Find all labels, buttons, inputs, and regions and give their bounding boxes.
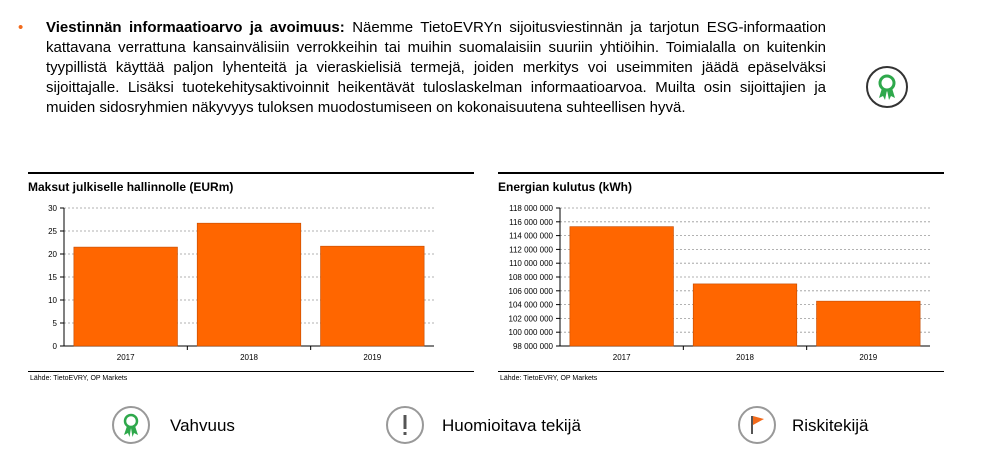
- chart-source: Lähde: TietoEVRY, OP Markets: [500, 375, 598, 382]
- x-tick-label: 2017: [116, 353, 135, 362]
- y-tick-label: 116 000 000: [509, 217, 553, 227]
- y-tick-label: 108 000 000: [508, 273, 553, 282]
- legend-label: Huomioitava tekijä: [442, 416, 581, 435]
- bar: [197, 223, 301, 346]
- y-tick-label: 30: [48, 204, 57, 213]
- flag-icon: [738, 406, 776, 444]
- x-tick-label: 2018: [240, 353, 258, 362]
- y-tick-label: 98 000 000: [512, 342, 553, 351]
- y-tick-label: 110 000 000: [509, 259, 553, 269]
- bar: [693, 284, 797, 346]
- y-tick-label: 10: [48, 296, 57, 305]
- chart-top-rule: [498, 172, 944, 174]
- y-tick-label: 100 000 000: [508, 328, 553, 338]
- exclamation-icon: [386, 406, 424, 444]
- chart-title: Energian kulutus (kWh): [498, 180, 633, 194]
- y-tick-label: 112 000 000: [509, 245, 553, 255]
- y-tick-label: 104 000 000: [508, 300, 553, 310]
- y-tick-label: 106 000 000: [508, 286, 553, 296]
- x-tick-label: 2017: [612, 353, 631, 362]
- y-tick-label: 0: [52, 342, 57, 351]
- award-ribbon-icon: [866, 66, 908, 108]
- y-tick-label: 20: [48, 250, 57, 259]
- paragraph-text: [46, 18, 826, 118]
- y-tick-label: 25: [48, 227, 57, 236]
- chart-bottom-rule: [28, 371, 474, 372]
- award-ribbon-icon: [112, 406, 150, 444]
- bar: [321, 246, 425, 346]
- y-tick-label: 118 000 000: [509, 204, 553, 213]
- chart-plot: [28, 200, 474, 370]
- paragraph-body: Näemme TietoEVRYn sijoitusviestinnän ja tarjotun ESG-informaation kattavana verrattuna kansainvälisiin verrokkeihin tai muihin suomalaisiin suuriin yhtiöihin. Toimialalla on kuitenkin tyypillistä käyttää paljon lyhenteitä ja vieraskielisiä termejä, joiden merkitys voi useimmiten jäädä epäselväksi sijoittajalle. Lisäksi tuotekehitysaktivoinnit heikentävät tuloslaskelman informaatioarvoa. Muilta osin sijoittajien ja muiden sidosryhmien näkyvyys tuloksen muodostumiseen on kokonaisuutena suhteellisen hyvä.: [46, 19, 827, 116]
- y-tick-label: 114 000 000: [509, 231, 553, 241]
- y-tick-label: 102 000 000: [508, 314, 553, 324]
- x-tick-label: 2018: [736, 353, 754, 362]
- chart-plot: [498, 200, 944, 370]
- chart-energy-consumption: [498, 172, 944, 387]
- chart-title: Maksut julkiselle hallinnolle (EURm): [28, 180, 234, 194]
- paragraph-lead: Viestinnän informaatioarvo ja avoimuus:: [46, 19, 345, 36]
- legend-label: Vahvuus: [170, 416, 235, 435]
- bullet-icon: •: [18, 19, 24, 36]
- chart-top-rule: [28, 172, 474, 174]
- x-tick-label: 2019: [859, 353, 878, 362]
- x-tick-label: 2019: [363, 353, 382, 362]
- chart-bottom-rule: [498, 371, 944, 372]
- y-tick-label: 5: [52, 319, 57, 328]
- esg-paragraph: [18, 18, 826, 118]
- bar: [74, 247, 178, 346]
- chart-public-payments: [28, 172, 474, 387]
- bar: [817, 301, 921, 346]
- chart-source: Lähde: TietoEVRY, OP Markets: [30, 375, 128, 382]
- bar: [570, 227, 674, 346]
- y-tick-label: 15: [48, 273, 57, 282]
- legend-label: Riskitekijä: [792, 416, 869, 435]
